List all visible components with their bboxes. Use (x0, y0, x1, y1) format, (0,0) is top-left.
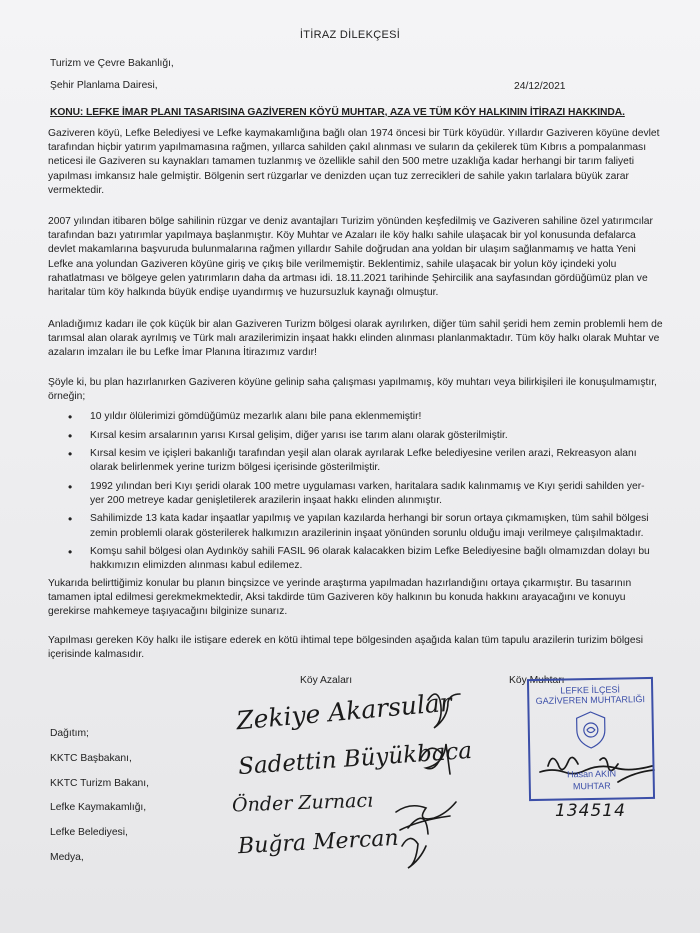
document-date: 24/12/2021 (514, 81, 566, 92)
official-stamp (527, 677, 655, 801)
list-item: • 10 yıldır ölülerimizi gömdüğümüz mezarlık alanı bile pana eklenmemiştir! (68, 410, 658, 424)
subject-line: KONU: LEFKE İMAR PLANI TASARISINA GAZİVEREN KÖYÜ MUHTAR, AZA VE TÜM KÖY HALKININ İTİRAZI HAKKINDA. (50, 107, 625, 118)
distribution-label: Dağıtım; (50, 728, 89, 739)
list-item: • Kırsal kesim arsalarının yarısı Kırsal gelişim, diğer yarısı ise tarım alanı olarak gösterilmiştir. (68, 429, 658, 443)
mukhtar-header: Köy Muhtarı (509, 675, 565, 686)
signature-name: Buğra Mercan (237, 825, 400, 860)
signature-name: Önder Zurnacı (231, 789, 374, 817)
distribution-item: Lefke Belediyesi, (50, 827, 128, 839)
list-item: • Sahilimizde 13 kata kadar inşaatlar yapılmış ve yapılan kazılarda herhangi bir sorun ortaya çıkmamışken, tüm sahil bölgesi zemin problemli olarak gösterilerek halkımızın arazilerinin inşaat yönünden sorunlu olduğu imajı verilmeye çalışılmaktadır. (68, 512, 658, 540)
list-item: • 1992 yılından beri Kıyı şeridi olarak 100 metre uygulaması varken, haritalara sadık kalınmamış ve Kıyı şeridi sahilden yer-yer 200 metreye kadar genişletilerek arazilerin inşaat hakkı elinden alınmıştır. (68, 480, 658, 508)
recipient-department: Şehir Planlama Dairesi, (50, 80, 158, 91)
council-members-header: Köy Azaları (300, 675, 353, 686)
recipient-ministry: Turizm ve Çevre Bakanlığı, (50, 58, 174, 69)
paragraph-4: Şöyle ki, bu plan hazırlanırken Gaziveren köyüne gelinip saha çalışması yapılmamış, köy muhtarı veya bilirkişileri ile konuşulmamıştır, örneğin; (48, 377, 657, 403)
paragraph-2: 2007 yılından itibaren bölge sahilinin rüzgar ve deniz avantajları Turizim yönünden keşfedilmiş ve Gaziveren sahiline özel yatırımcılar tarafından bazı yatırımlar yapılmaya başlanmıştır. Köy Muhtar ve Azaları ile köy halkı sahile ulaşacak bir yol konusunda defalarca devlet makamlarına başvuruda bulunmalarına rağmen yıllardır Sahile doğrudan ana yoldan bir ulaşım sağlanmamış ve hatta Yeni Lefke ana yolundan Gaziveren köyüne giriş ve çıkış bile verilmemiştir. Beklentimiz, sahile ulaşacak bir yolun köy içindeki yolu rahatlatması ve bölgeye gelen yatırımların daha da artması idi. 18.11.2021 tarihinde Şehircilik ana sayfasından gördüğümüz plan ve haritalar tüm köy halkında büyük endişe uyandırmış ve huzursuzluk kaynağı olmuştur. (48, 216, 653, 299)
distribution-item: Lefke Kaymakamlığı, (50, 802, 147, 814)
stamp-role: MUHTAR (572, 780, 611, 792)
paragraph-3: Anladığımız kadarı ile çok küçük bir alan Gaziveren Turizm bölgesi olarak ayrılırken, diğer tüm sahil şeridi hem zemin problemli hem de tarımsal alan olarak ayrılmış ve Türk malı arazilerimizin inşaat hakkı elinden alınması planlanmaktadır. Tüm köy halkı olarak Muhtar ve azaların imzaları ile bu Lefke İmar Planına İtirazımız vardır! (48, 319, 663, 359)
closing-paragraph-2: Yapılması gereken Köy halkı ile istişare ederek en kötü ihtimal tepe bölgesinden aşağıda kalan tüm tapulu arazilerin turizim bölgesi içerisinde kalmasıdır. (48, 635, 644, 661)
handwritten-number: 134514 (555, 801, 626, 821)
distribution-item: KKTC Başbakanı, (50, 752, 132, 764)
distribution-item: Medya, (50, 851, 84, 863)
signature-name: Sadettin Büyükbaca (237, 737, 473, 781)
signature-name: Zekiye Akarsular (235, 687, 453, 736)
distribution-item: KKTC Turizm Bakanı, (50, 777, 149, 789)
closing-paragraph-1: Yukarıda belirttiğimiz konular bu planın binçsizce ve yerinde araştırma yapılmadan hazırlandığını ortaya çıkarmıştır. Bu tasarının tamamen iptal edilmesi gerekmekmektedir, Aksi takdirde tüm Gaziveren köy halkının bu konuda hakkını arayacağını ve konuyu gerekirse mahkemeye taşıyacağını bilginize sunarız. (48, 578, 632, 618)
stamp-name: Hasan AKIN (567, 768, 617, 780)
stamp-line-1: LEFKE İLÇESİ (560, 684, 620, 696)
document-title: İTİRAZ DİLEKÇESİ (299, 29, 401, 41)
list-item: • Kırsal kesim ve içişleri bakanlığı tarafından yeşil alan olarak ayrılarak Lefke belediyesine verilen arazi, Rekreasyon alanı olarak belirlenmek yerine turizm bölgesi içerisinde gösterilmiştir. (68, 447, 658, 475)
list-item: • Komşu sahil bölgesi olan Aydınköy sahili FASIL 96 olarak kalacakken bizim Lefke Belediyesine bağlı olmamızdan dolayı bu hakkımızın elimizden alınması kabul edilemez. (68, 545, 658, 573)
paragraph-1: Gaziveren köyü, Lefke Belediyesi ve Lefke kaymakamlığına bağlı olan 1974 öncesi bir Türk köyüdür. Yıllardır Gaziveren köyüne devlet tarafından hiçbir yatırım yapılmamasına rağmen, yıllarca sahilden çakıl alınması ve suların da çekilerek tüm Kıbrıs a pompalanması neticesi ile Gaziveren su kaynakları tamamen tuzlanmış ve özellikle sahil den 500 metre uzaklığa kadar herhangi bir tarım faliyeti yapılması imkansız hale gelmiştir. Bölgenin sert rüzgarlar ve denizden uçan tuz zerrecikleri de sahile yakın tarlalara büyük zarar vermektedir. (48, 128, 660, 196)
emblem-icon (572, 710, 609, 751)
stamp-line-2: GAZİVEREN MUHTARLIĞI (535, 694, 646, 706)
